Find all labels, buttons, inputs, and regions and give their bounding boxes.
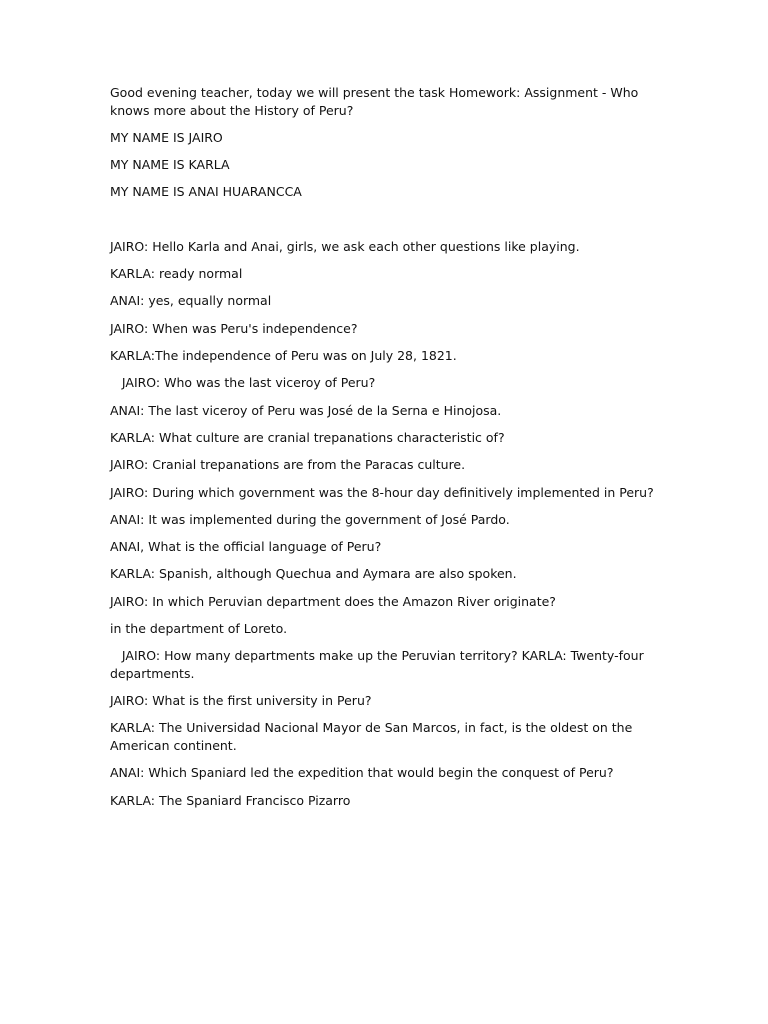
dialogue-line: JAIRO: In which Peruvian department does the Amazon River originate?: [110, 593, 556, 609]
dialogue-line: KARLA: The Spaniard Francisco Pizarro: [110, 792, 351, 808]
dialogue-line: ANAI: The last viceroy of Peru was José de la Serna e Hinojosa.: [110, 402, 502, 418]
dialogue-line: KARLA: The Universidad Nacional Mayor de San Marcos, in fact, is the oldest on the American continent.: [110, 720, 637, 753]
document-page: [110, 84, 660, 819]
dialogue-line: ANAI, What is the official language of Peru?: [110, 539, 382, 555]
dialogue-line: ANAI: Which Spaniard led the expedition that would begin the conquest of Peru?: [110, 765, 614, 781]
dialogue-line: in the department of Loreto.: [110, 621, 288, 637]
dialogue-line: JAIRO: Cranial trepanations are from the Paracas culture.: [110, 457, 466, 473]
name-line-jairo: MY NAME IS JAIRO: [110, 129, 223, 145]
dialogue-line: ANAI: yes, equally normal: [110, 293, 272, 309]
name-line-anai: MY NAME IS ANAI HUARANCCA: [110, 184, 302, 200]
dialogue-line: ANAI: It was implemented during the government of José Pardo.: [110, 511, 510, 527]
dialogue-line: JAIRO: What is the first university in Peru?: [110, 693, 372, 709]
intro-paragraph: Good evening teacher, today we will present the task Homework: Assignment - Who knows more about the History of Peru?: [110, 85, 643, 118]
dialogue-line: KARLA:The independence of Peru was on July 28, 1821.: [110, 348, 457, 364]
dialogue-line: JAIRO: During which government was the 8-hour day definitively implemented in Peru?: [110, 484, 654, 500]
dialogue-line: KARLA: Spanish, although Quechua and Aymara are also spoken.: [110, 566, 517, 582]
dialogue-line: JAIRO: Hello Karla and Anai, girls, we ask each other questions like playing.: [110, 238, 580, 254]
name-line-karla: MY NAME IS KARLA: [110, 157, 230, 173]
dialogue-line: JAIRO: Who was the last viceroy of Peru?: [110, 375, 376, 391]
dialogue-line: JAIRO: When was Peru's independence?: [110, 320, 358, 336]
dialogue-line: JAIRO: How many departments make up the Peruvian territory? KARLA: Twenty-four departments.: [110, 648, 648, 681]
dialogue-line: KARLA: What culture are cranial trepanations characteristic of?: [110, 429, 505, 445]
dialogue-line: KARLA: ready normal: [110, 266, 243, 282]
